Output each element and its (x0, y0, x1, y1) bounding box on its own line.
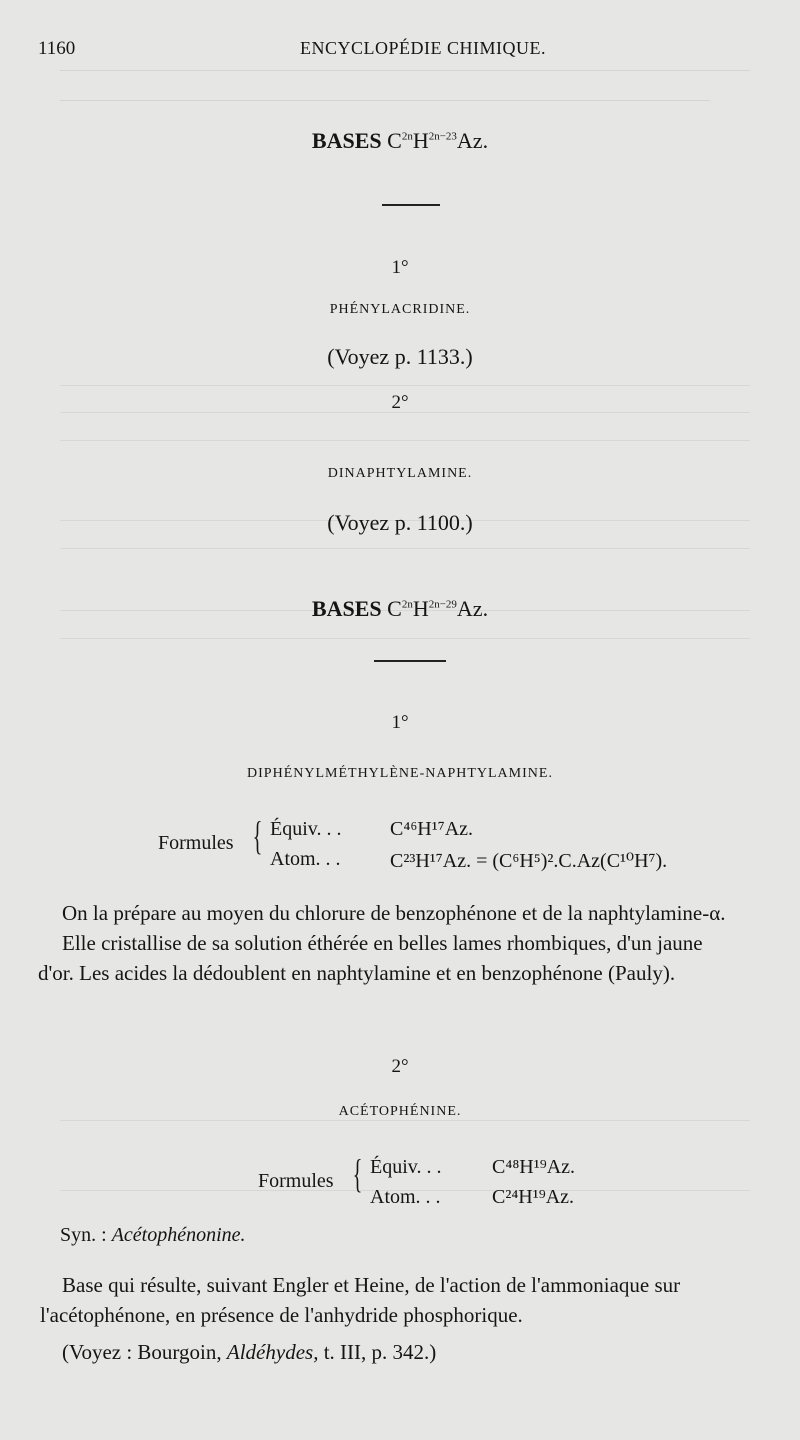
paragraph-line: Base qui résulte, suivant Engler et Heine, de l'action de l'ammoniaque sur (62, 1273, 681, 1297)
equiv-label: Équiv. . . (370, 1156, 442, 1178)
item-name-2: DINAPHTYLAMINE. (327, 466, 473, 481)
paragraph-line: d'or. Les acides la dédoublent en naphtylamine et en benzophénone (Pauly). (38, 961, 676, 985)
ref-suffix: t. III, p. 342.) (323, 1340, 437, 1364)
item-name-4: ACÉTOPHÉNINE. (338, 1104, 462, 1119)
paragraph-line: On la prépare au moyen du chlorure de benzophénone et de la naphtylamine-α. (62, 901, 726, 925)
atom-formula: C²³H¹⁷Az. = (C⁶H⁵)².C.Az(C¹⁰H⁷). (390, 850, 668, 872)
running-title: ENCYCLOPÉDIE CHIMIQUE. (300, 38, 546, 58)
item-number-1: 1° (391, 257, 409, 278)
formula-h: H (412, 128, 429, 153)
syn-value: Acétophénonine. (111, 1224, 246, 1246)
item-name-3: DIPHÉNYLMÉTHYLÈNE-NAPHTYLAMINE. (247, 766, 553, 781)
equiv-formula: C⁴⁶H¹⁷Az. (390, 818, 474, 840)
formula-c-sup: 2n (401, 130, 413, 143)
formula-h-sup: 2n−29 (428, 598, 457, 611)
section-rule-1 (382, 204, 440, 206)
section-title-word: BASES (311, 128, 382, 153)
item-ref-1: (Voyez p. 1133.) (327, 344, 473, 369)
section-title-1 (0, 128, 800, 154)
page-number: 1160 (38, 38, 76, 59)
synonym-line (60, 1224, 246, 1247)
atom-label: Atom. . . (270, 848, 341, 870)
formula-c-sup: 2n (401, 598, 413, 611)
formulas-label: Formules (158, 832, 234, 854)
formulas-label: Formules (258, 1170, 334, 1192)
description-paragraph-3 (38, 898, 770, 988)
paragraph-line: Elle cristallise de sa solution éthérée en belles lames rhombiques, d'un jaune (62, 931, 703, 955)
formula-c: C (387, 596, 402, 621)
brace-icon: { (252, 813, 263, 858)
brace-icon: { (352, 1151, 363, 1196)
atom-label: Atom. . . (370, 1186, 441, 1208)
formula-h-sup: 2n−23 (428, 130, 457, 143)
equiv-formula: C⁴⁸H¹⁹Az. (492, 1156, 576, 1178)
syn-label: Syn. : (60, 1224, 107, 1246)
section-title-word: BASES (311, 596, 382, 621)
reference-line (62, 1340, 436, 1365)
formula-tail: Az. (456, 596, 489, 621)
item-number-2: 2° (391, 392, 409, 413)
item-name-1: PHÉNYLACRIDINE. (329, 302, 471, 317)
item-number-4: 2° (391, 1056, 409, 1077)
formula-tail: Az. (456, 128, 489, 153)
section-title-2 (0, 596, 800, 622)
equiv-label: Équiv. . . (270, 818, 342, 840)
description-paragraph-4 (40, 1270, 780, 1330)
ref-title: Aldéhydes, (226, 1340, 319, 1364)
item-ref-2: (Voyez p. 1100.) (327, 510, 473, 535)
formula-h: H (412, 596, 429, 621)
ref-prefix: (Voyez : Bourgoin, (62, 1340, 222, 1364)
section-rule-2 (374, 660, 446, 662)
atom-formula: C²⁴H¹⁹Az. (492, 1186, 575, 1208)
formula-c: C (387, 128, 402, 153)
item-number-3: 1° (391, 712, 409, 733)
paragraph-line: l'acétophénone, en présence de l'anhydride phosphorique. (40, 1303, 523, 1327)
